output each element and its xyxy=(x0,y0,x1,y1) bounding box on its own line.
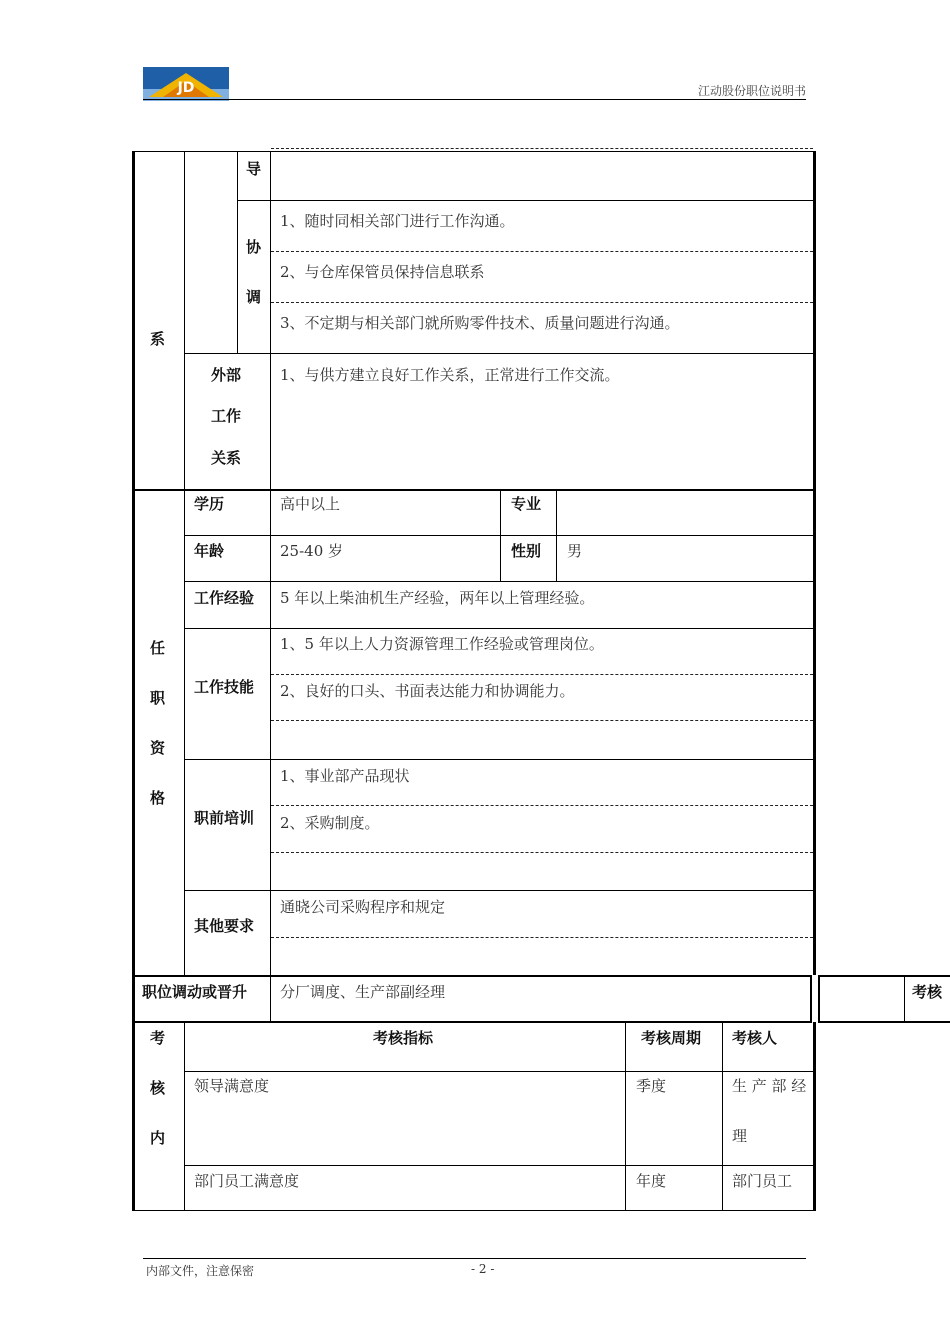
side-assessment-fragment: 考核 xyxy=(912,983,943,1001)
external-relations-label-3: 关系 xyxy=(211,449,242,467)
skills-label: 工作技能 xyxy=(194,678,255,696)
education-value: 高中以上 xyxy=(280,495,341,513)
assessment-period: 年度 xyxy=(636,1172,667,1190)
qualifications-section-label-2: 职 xyxy=(150,689,166,707)
skills-item: 1、5 年以上人力资源管理工作经验或管理岗位。 xyxy=(280,635,604,653)
confidential-notice: 内部文件，注意保密 xyxy=(146,1264,255,1278)
relations-section-label: 系 xyxy=(150,330,166,348)
coordination-label-bottom: 调 xyxy=(246,288,262,306)
column-header-period: 考核周期 xyxy=(641,1029,702,1047)
coordination-item: 3、不定期与相关部门就所购零件技术、质量问题进行沟通。 xyxy=(280,314,680,332)
coordination-item: 2、与仓库保管员保持信息联系 xyxy=(280,263,485,281)
assessment-period: 季度 xyxy=(636,1077,667,1095)
age-value: 25-40 岁 xyxy=(280,542,344,560)
assessment-assessor: 部门员工 xyxy=(732,1172,793,1190)
footer-divider xyxy=(143,1258,806,1259)
experience-value: 5 年以上柴油机生产经验，两年以上管理经验。 xyxy=(280,589,595,607)
external-relations-label-1: 外部 xyxy=(211,366,242,384)
qualifications-section-label-3: 资 xyxy=(150,739,166,757)
assessment-section-label-2: 核 xyxy=(150,1079,166,1097)
qualifications-section-label-4: 格 xyxy=(150,789,166,807)
external-relations-item: 1、与供方建立良好工作关系，正常进行工作交流。 xyxy=(280,366,620,384)
promotion-label: 职位调动或晋升 xyxy=(142,983,248,1001)
lead-relation-fragment: 导 xyxy=(246,160,262,178)
assessment-indicator: 部门员工满意度 xyxy=(194,1172,300,1190)
coordination-label-top: 协 xyxy=(246,238,262,256)
assessment-section-label-1: 考 xyxy=(150,1029,166,1047)
training-item: 2、采购制度。 xyxy=(280,814,380,832)
other-requirements-label: 其他要求 xyxy=(194,917,255,935)
experience-label: 工作经验 xyxy=(194,589,255,607)
page-number: - 2 - xyxy=(471,1262,495,1276)
assessment-assessor-cont: 理 xyxy=(732,1127,748,1145)
svg-text:JD: JD xyxy=(177,80,195,96)
training-label: 职前培训 xyxy=(194,809,255,827)
skills-item: 2、良好的口头、书面表达能力和协调能力。 xyxy=(280,682,575,700)
gender-label: 性别 xyxy=(511,542,542,560)
other-requirements-item: 通晓公司采购程序和规定 xyxy=(280,898,446,916)
document-title: 江动股份职位说明书 xyxy=(697,84,806,98)
training-item: 1、事业部产品现状 xyxy=(280,767,410,785)
company-logo-icon xyxy=(143,67,229,101)
education-label: 学历 xyxy=(194,495,225,513)
assessment-section-label-3: 内 xyxy=(150,1129,166,1147)
age-label: 年龄 xyxy=(194,542,225,560)
qualifications-section-label-1: 任 xyxy=(150,639,166,657)
column-header-indicator: 考核指标 xyxy=(373,1029,434,1047)
external-relations-label-2: 工作 xyxy=(211,407,242,425)
major-label: 专业 xyxy=(511,495,542,513)
column-header-assessor: 考核人 xyxy=(732,1029,778,1047)
assessment-assessor: 生 产 部 经 xyxy=(732,1077,807,1095)
promotion-value: 分厂调度、生产部副经理 xyxy=(280,983,446,1001)
coordination-item: 1、随时同相关部门进行工作沟通。 xyxy=(280,212,515,230)
header-divider xyxy=(143,99,806,100)
gender-value: 男 xyxy=(567,542,583,560)
assessment-indicator: 领导满意度 xyxy=(194,1077,270,1095)
